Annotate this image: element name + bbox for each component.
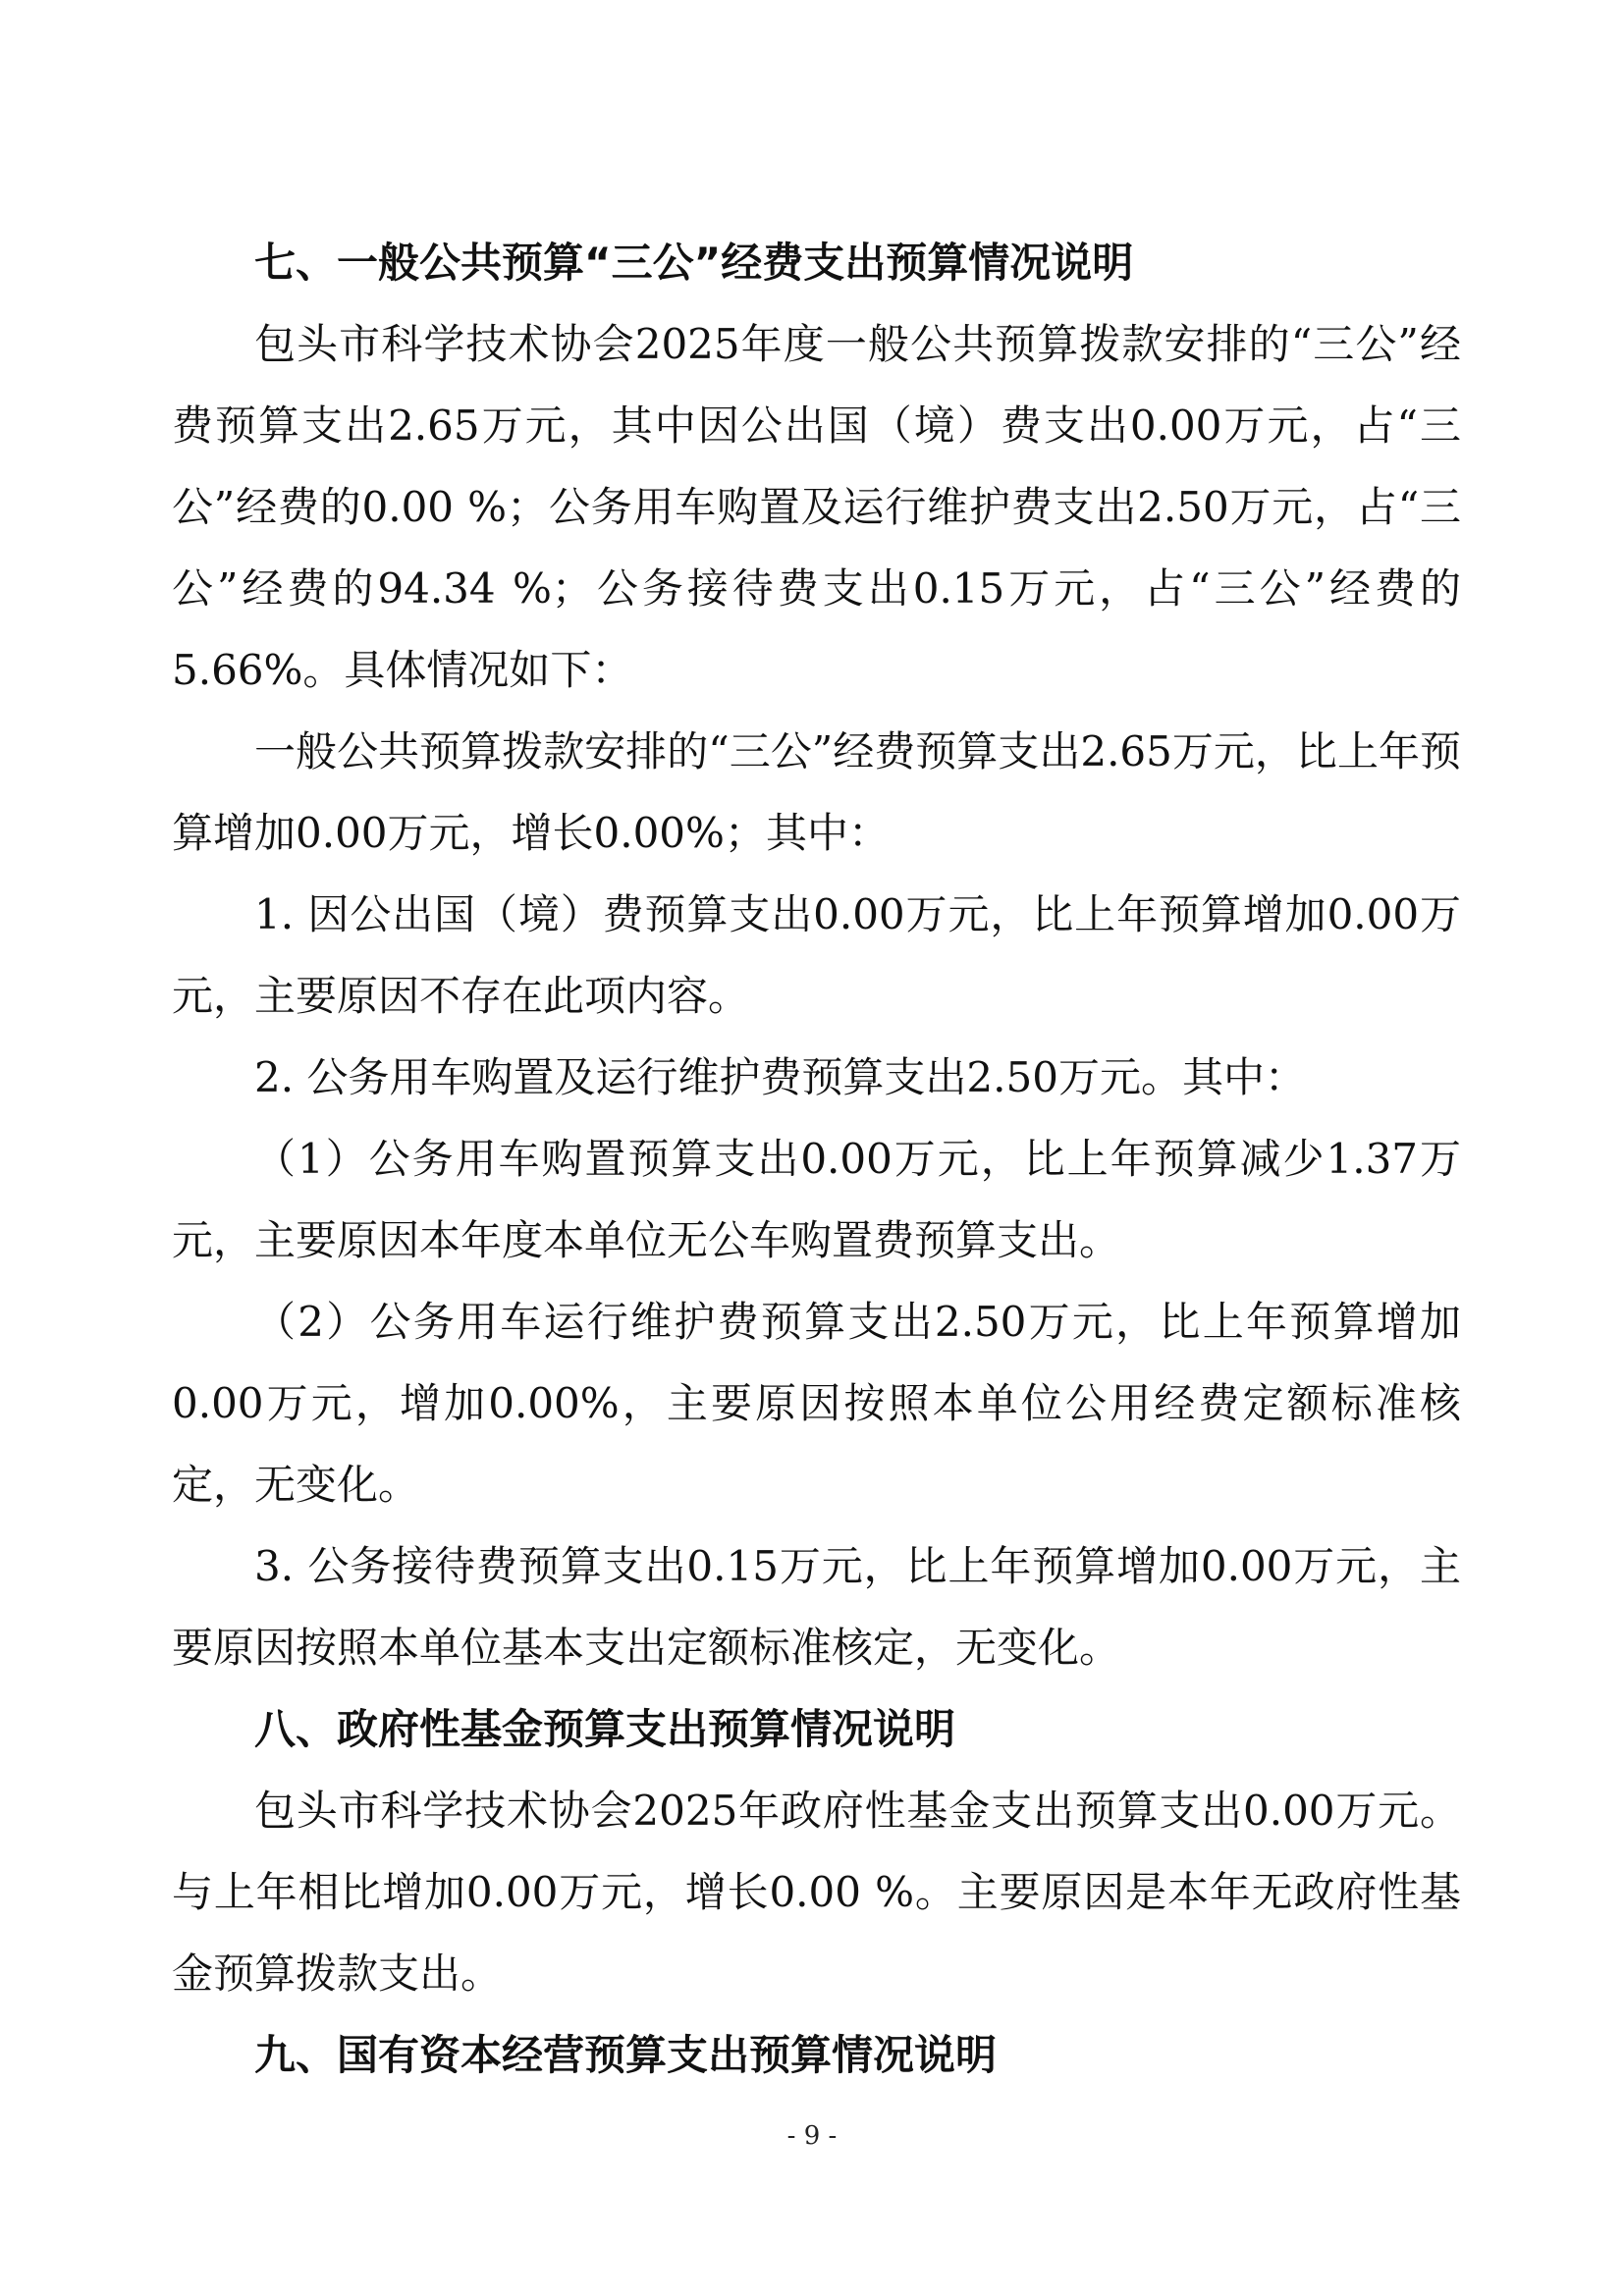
section-7-heading: 七、一般公共预算“三公”经费支出预算情况说明 (254, 239, 1134, 287)
section-7-item-2-2: （2）公务用车运行维护费预算支出2.50万元，比上年预算增加0.00万元，增加0.00%，主要原因按照本单位公用经费定额标准核定，无变化。 (172, 1298, 1461, 1509)
page-content (172, 222, 1461, 2096)
section-8-body-paragraph: 包头市科学技术协会2025年政府性基金支出预算支出0.00万元。与上年相比增加0.00万元，增长0.00 %。主要原因是本年无政府性基金预算拨款支出。 (172, 1787, 1461, 1998)
section-7-summary-paragraph: 一般公共预算拨款安排的“三公”经费预算支出2.65万元，比上年预算增加0.00万元，增长0.00%；其中： (172, 727, 1461, 857)
section-9-heading: 九、国有资本经营预算支出预算情况说明 (254, 2031, 998, 2079)
section-8-heading: 八、政府性基金预算支出预算情况说明 (254, 1705, 956, 1753)
section-7-intro-paragraph: 包头市科学技术协会2025年度一般公共预算拨款安排的“三公”经费预算支出2.65万元，其中因公出国（境）费支出0.00万元，占“三公”经费的0.00 %；公务用车购置及运行维护费支出2.50万元，占“三公”经费的94.34 %；公务接待费支出0.15万元，占“三公”经费的5.66%。具体情况如下： (172, 320, 1461, 694)
page-number: - 9 - (786, 2121, 838, 2151)
section-7-item-2-1: （1）公务用车购置预算支出0.00万元，比上年预算减少1.37万元，主要原因本年度本单位无公车购置费预算支出。 (172, 1135, 1461, 1264)
section-7-item-1: 1. 因公出国（境）费预算支出0.00万元，比上年预算增加0.00万元，主要原因不存在此项内容。 (172, 890, 1461, 1020)
section-7-item-3: 3. 公务接待费预算支出0.15万元，比上年预算增加0.00万元，主要原因按照本单位基本支出定额标准核定，无变化。 (172, 1542, 1461, 1672)
section-7-item-2: 2. 公务用车购置及运行维护费预算支出2.50万元。其中： (254, 1053, 1306, 1101)
